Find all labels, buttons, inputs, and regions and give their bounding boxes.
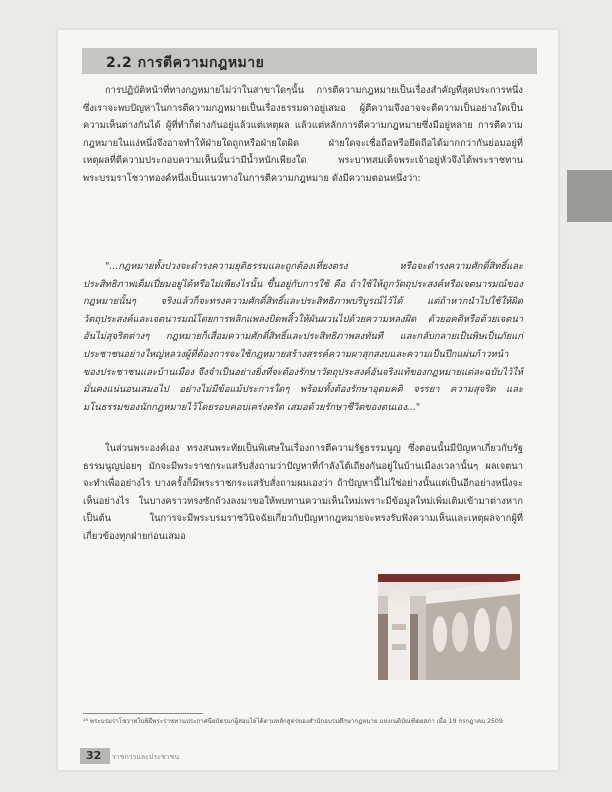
page-number: 32 (86, 749, 102, 762)
body-paragraph-2: ในส่วนพระองค์เอง ทรงสนพระทัยเป็นพิเศษในเรื่องการตีความรัฐธรรมนูญ ซึ่งตอนนั้นมีปัญหาเกี่ยวกับรัฐธรรมนูญบ่อยๆ มักจะมีพระราชกระแสรับสั่งถามว่าปัญหาที่กำลังโต้เถียงกันอยู่ในบ้านเมืองเวลานั้นๆ ผลเจตนาจะทำเพื่ออย่างไร บางครั้งก็มีพระราชกระแสรับสั่งถามผมเองว่า ถ้าปัญหานี้ไม่ใช่อย่างนั้นแต่เป็นอีกอย่างหนึ่งจะเห็นอย่างไร ในบางคราวทรงซักถ้วงลงมาขอให้พบทานความเห็นใหม่เพราะมีข้อมูลใหม่เพิ่มเติมเข้ามาต่างหาก เป็นต้น ในการจะมีพระบรมราชวินิจฉัยเกี่ยวกับปัญหากฎหมายจะทรงรับฟังความเห็นและเหตุผลจากผู้ที่เกี่ยวข้องทุกฝ่ายก่อนเสมอ (83, 443, 523, 542)
building-relief-photo (378, 574, 520, 680)
section-title: 2.2 การตีความกฎหมาย (106, 55, 265, 71)
royal-speech-quote: "...กฎหมายทั้งปวงจะดำรงความยุติธรรมและถูกต้องเที่ยงตรง หรือจะดำรงความศักดิ์สิทธิ์และประสิทธิภาพเต็มเปี่ยมอยู่ได้หรือไม่เพียงไรนั้น ขึ้นอยู่กับการใช้ คือ ถ้าใช้ให้ถูกวัตถุประสงค์หรือเจตนารมณ์ของกฎหมายนั้นๆ จริงแล้วก็จะทรงความศักดิ์สิทธิ์และประสิทธิภาพบริบูรณ์ไว้ได้ แต่ถ้าหากนำไปใช้ให้ผิดวัตถุประสงค์และเจตนารมณ์โดยการพลิกแพลงบิดพลิ้วให้ผันผวนไปด้วยความหลงผิด ด้วยอคติหรือด้วยเจตนาอันไม่สุจริตต่างๆ กฎหมายก็เสื่อมความศักดิ์สิทธิ์และประสิทธิภาพลงทันที และกลับกลายเป็นพิษเป็นภัยแก่ประชาชนอย่างใหญ่หลวงผู้ที่ต้องการจะใช้กฎหมายสร้างสรรค์ความผาสุกสงบและความเป็นปึกแผ่นก้าวหน้าของประชาชนและบ้านเมือง จึงจำเป็นอย่างยิ่งที่จะต้องรักษาวัตถุประสงค์อันจริงแท้ของกฎหมายแต่ละฉบับไว้ให้มั่นคงแน่นอนเสมอไป อย่างไม่มีข้อแม้ประการใดๆ พร้อมทั้งต้องรักษาอุดมคติ จรรยา ความสุจริต และมโนธรรมของนักกฎหมายไว้โดยรอบคอบเคร่งครัด เสมอด้วยรักษาชีวิตของตนเอง..." (83, 261, 523, 413)
body-paragraph-1: การปฏิบัติหน้าที่ทางกฎหมายไม่ว่าในสาขาใดๆนั้น การตีความกฎหมายเป็นเรื่องสำคัญที่สุดประการหนึ่ง ซึ่งเราจะพบปัญหาในการตีความกฎหมายเป็นเรื่องธรรมดาอยู่เสมอ ผู้ตีความจึงอาจจะตีความเป็นอย่างใดเป็นความเห็นต่างกันได้ ผู้ที่ทำก็ต่างกันอยู่แล้วแต่เหตุผล แล้วแต่หลักการตีความกฎหมายซึ่งมีอยู่หลาย การตีความกฎหมายในแง่หนึ่งจึงอาจทำให้ฝ่ายใดถูกหรือฝ่ายใดผิด ฝ่ายใดจะเชื่อถือหรือยึดถือได้มากกว่ากันย่อมอยู่ที่เหตุผลที่ตีความประกอบความเห็นนั้นว่ามีน้ำหนักเพียงใด พระบาทสมเด็จพระเจ้าอยู่หัวจึงได้พระราชทานพระบรมราโชวาทองค์หนึ่งเป็นแนวทางในการตีความกฎหมาย ดังมีความตอนหนึ่งว่า: (83, 85, 523, 184)
building-relief-image (378, 574, 520, 680)
footer-brand: ราชการและประชาชน (112, 753, 180, 761)
chapter-side-tab (567, 170, 612, 222)
footnote: ¹⁸ พระบรมราโชวาทในพิธีพระราชทานประกาศนียบัตรแก่ผู้สอบไล่ได้ตามหลักสูตรของสำนักอบรมศึกษากฎหมาย แห่งเนติบัณฑิตยสภา เมื่อ 19 กรกฎาคม 2509 (83, 718, 503, 725)
footnote-divider (83, 713, 203, 714)
